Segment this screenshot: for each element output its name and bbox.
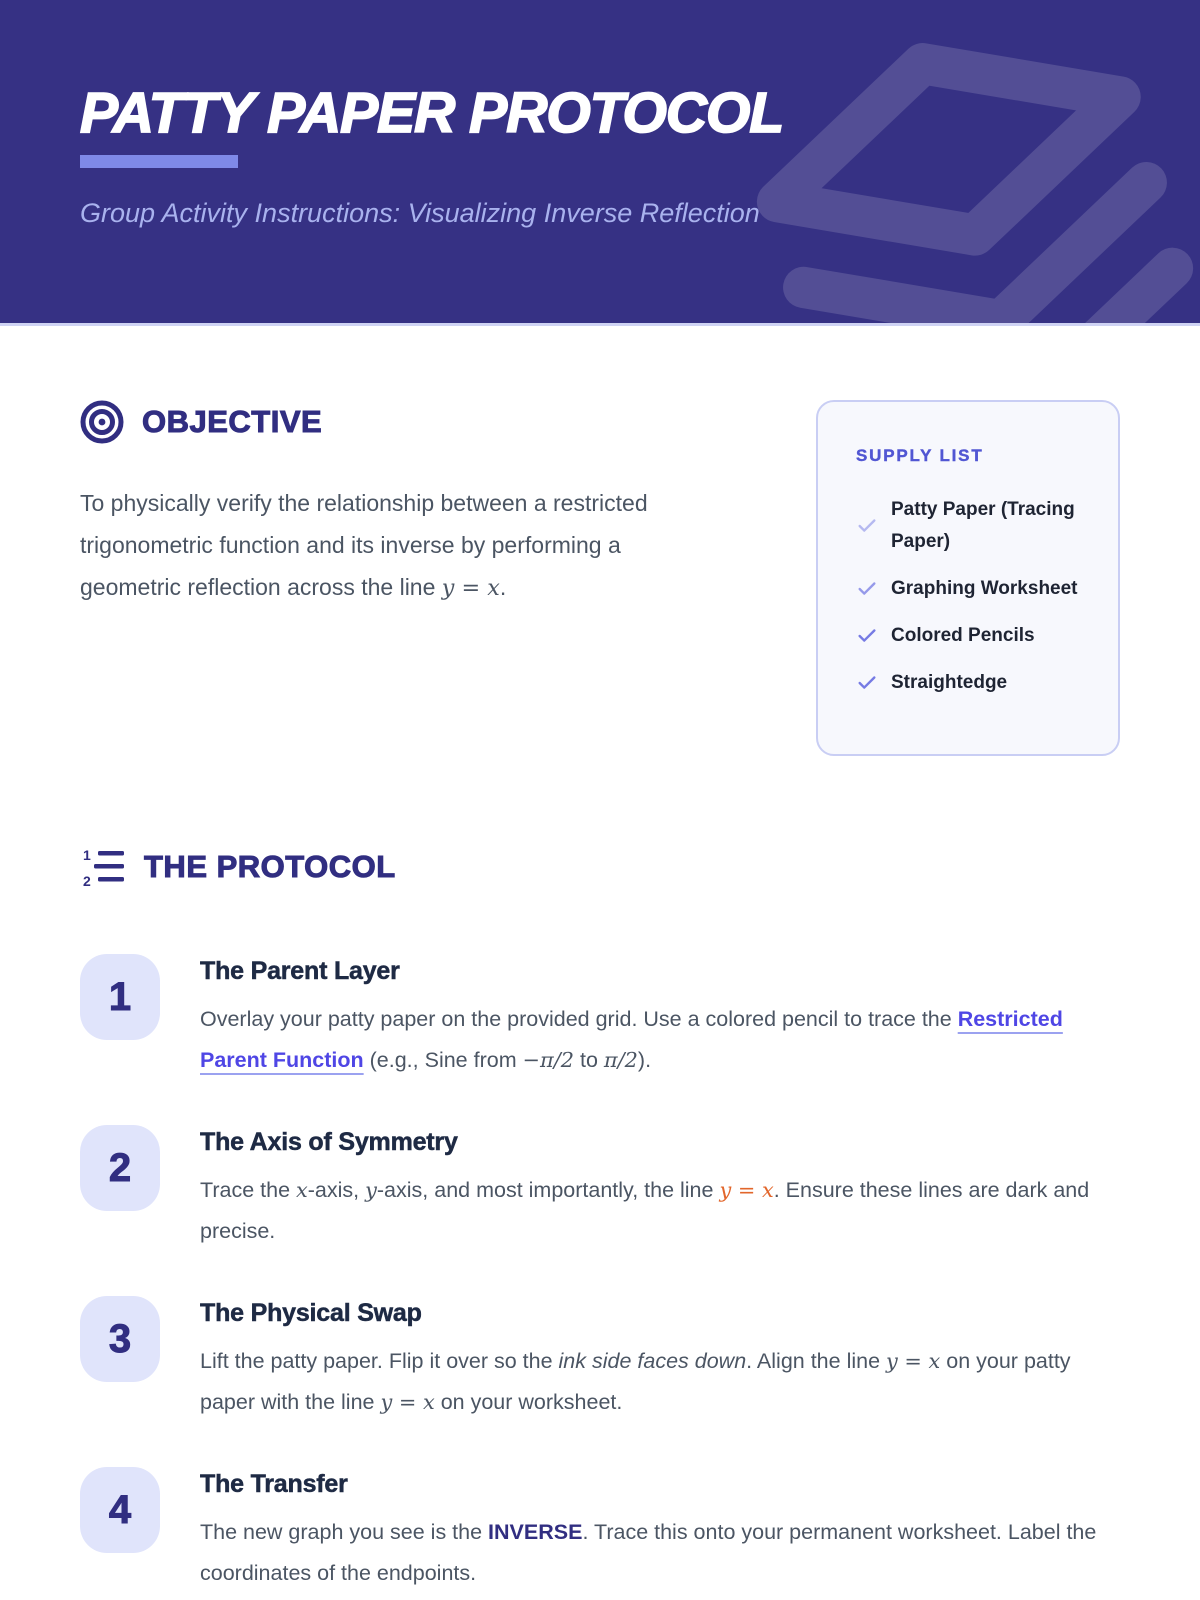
step-number-badge <box>80 1125 160 1211</box>
protocol-section <box>80 844 1120 1594</box>
supply-list-item <box>856 494 1080 558</box>
step-body <box>200 1512 1112 1594</box>
text-segment: The new graph you see is the <box>200 1520 489 1544</box>
text-segment: −π/2 <box>522 1048 575 1072</box>
supply-item-label: Patty Paper (Tracing Paper) <box>891 499 1075 552</box>
step-number: 1 <box>108 974 132 1019</box>
text-segment: . Align the line <box>746 1349 887 1373</box>
protocol-heading <box>80 844 1120 890</box>
supply-list <box>856 494 1080 699</box>
step-number-badge <box>80 1467 160 1553</box>
supply-list-card <box>816 400 1120 756</box>
text-segment: y <box>365 1178 377 1202</box>
text-segment: -axis, and most importantly, the line <box>376 1178 720 1202</box>
supply-list-item <box>856 667 1080 699</box>
svg-text:2: 2 <box>83 873 92 889</box>
step-number: 4 <box>108 1487 132 1532</box>
check-icon <box>856 515 878 537</box>
text-segment: to <box>574 1048 604 1072</box>
check-icon <box>856 625 878 647</box>
page-title: PATTY PAPER PROTOCOL <box>80 81 784 145</box>
step-title: The Axis of Symmetry <box>200 1128 458 1156</box>
supply-item-label: Straightedge <box>891 672 1008 693</box>
text-segment: To physically verify the relationship between a restricted trigonometric function and its inverse by performing a geometric reflection across the line <box>80 490 648 600</box>
step-number: 2 <box>108 1145 132 1190</box>
text-segment: π/2 <box>603 1048 638 1072</box>
text-segment: . Ensure these lines are dark and precise. <box>200 1178 1090 1243</box>
step-body <box>200 1170 1112 1252</box>
check-icon <box>856 578 878 600</box>
text-segment: Lift the patty paper. Flip it over so the <box>200 1349 559 1373</box>
protocol-steps <box>80 954 1120 1594</box>
text-segment: ink side faces down <box>558 1349 747 1373</box>
supply-item-label: Graphing Worksheet <box>891 578 1078 599</box>
supply-list-item <box>856 573 1080 605</box>
text-segment: INVERSE <box>488 1520 583 1544</box>
step-title: The Parent Layer <box>200 957 400 985</box>
ordered-list-icon <box>80 844 126 890</box>
objective-heading-label: OBJECTIVE <box>142 404 323 439</box>
step-content <box>200 1125 1112 1252</box>
text-segment: (e.g., Sine from <box>363 1048 523 1072</box>
protocol-step <box>80 954 1120 1081</box>
text-segment: y = x <box>886 1349 941 1373</box>
supply-item-label: Colored Pencils <box>891 625 1035 646</box>
text-segment: on your patty paper with the line <box>200 1349 1071 1414</box>
text-segment: y = x <box>719 1178 774 1202</box>
step-body <box>200 999 1112 1081</box>
text-segment: ). <box>637 1048 652 1072</box>
bullseye-icon <box>80 400 124 444</box>
check-icon <box>856 672 878 694</box>
layers-icon <box>707 0 1200 326</box>
text-segment: . <box>499 574 507 600</box>
protocol-heading-label: THE PROTOCOL <box>144 849 396 884</box>
text-segment: Overlay your patty paper on the provided grid. Use a colored pencil to trace the <box>200 1007 958 1031</box>
step-number: 3 <box>108 1316 132 1361</box>
objective-row <box>80 400 1120 756</box>
text-segment: on your worksheet. <box>434 1390 623 1414</box>
objective-heading <box>80 400 728 444</box>
restricted-parent-function-link[interactable]: Restricted Parent Function <box>200 1007 1063 1072</box>
protocol-step <box>80 1296 1120 1423</box>
step-body <box>200 1341 1112 1423</box>
supply-list-heading: SUPPLY LIST <box>856 446 984 465</box>
objective-section <box>80 400 728 609</box>
step-title: The Transfer <box>200 1470 348 1498</box>
step-content <box>200 954 1112 1081</box>
protocol-step <box>80 1467 1120 1594</box>
main-content <box>0 400 1200 1594</box>
step-content <box>200 1296 1112 1423</box>
page-subtitle: Group Activity Instructions: Visualizing Inverse Reflection <box>80 198 760 228</box>
svg-text:1: 1 <box>83 847 92 863</box>
page-header <box>0 0 1200 326</box>
text-segment: -axis, <box>307 1178 366 1202</box>
text-segment: . Trace this onto your permanent worksheet. Label the coordinates of the endpoints. <box>200 1520 1097 1585</box>
protocol-step <box>80 1125 1120 1252</box>
objective-paragraph <box>80 482 728 609</box>
supply-list-item <box>856 620 1080 652</box>
text-segment: y = x <box>441 575 500 601</box>
text-segment: Trace the <box>200 1178 296 1202</box>
step-number-badge <box>80 1296 160 1382</box>
text-segment: x <box>296 1178 308 1202</box>
step-title: The Physical Swap <box>200 1299 422 1327</box>
step-content <box>200 1467 1112 1594</box>
title-accent-bar <box>80 155 238 168</box>
text-segment: y = x <box>380 1390 435 1414</box>
step-number-badge <box>80 954 160 1040</box>
